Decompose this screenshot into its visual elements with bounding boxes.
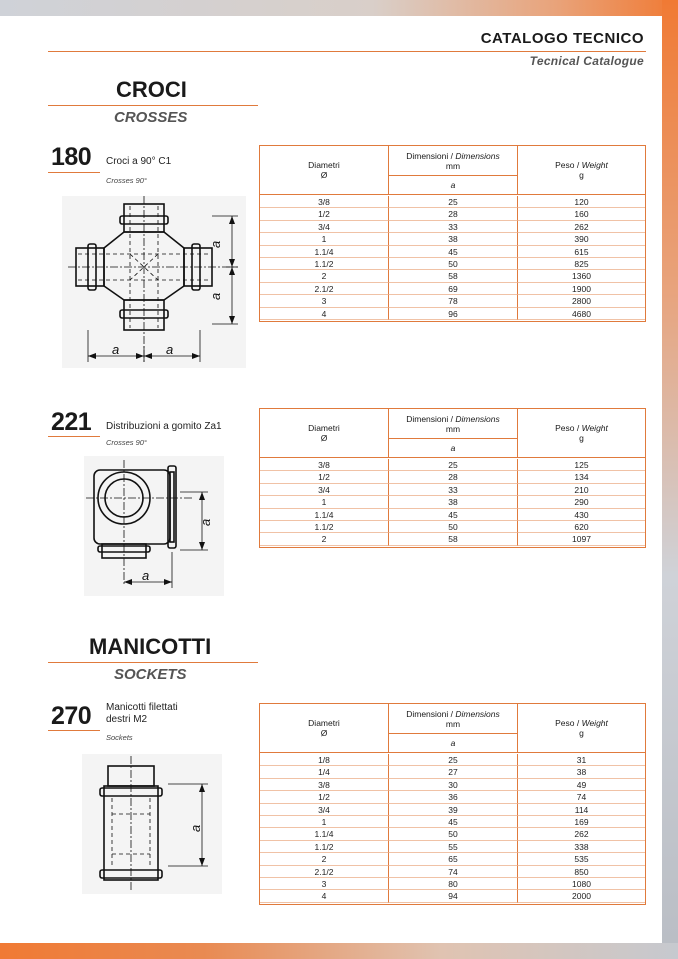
socket-drawing	[82, 754, 222, 894]
table-row	[260, 816, 645, 828]
col-dimensioni-en: Dimensions	[455, 150, 500, 161]
table-row	[260, 866, 645, 878]
cell-dimensione: 27	[389, 766, 518, 778]
col-diametri-label: Diametri	[308, 160, 340, 170]
table-row	[260, 295, 645, 307]
table-row	[260, 233, 645, 245]
cell-diametro: 2	[260, 853, 389, 865]
product-subtitle-221: Crosses 90°	[106, 438, 147, 447]
cell-diametro: 3/8	[260, 196, 389, 208]
col-dimensioni-it: Dimensioni /	[406, 413, 456, 424]
svg-text:a: a	[208, 240, 223, 248]
cell-dimensione: 96	[389, 308, 518, 320]
cell-dimensione: 80	[389, 878, 518, 890]
col-dimensioni-unit: mm	[445, 423, 461, 434]
header-divider	[48, 51, 646, 52]
svg-text:a: a	[188, 824, 203, 832]
cell-peso: 169	[518, 816, 645, 828]
cell-dimensione: 58	[389, 533, 518, 545]
cell-diametro: 1	[260, 496, 389, 508]
col-dimensioni-a: a	[450, 180, 456, 190]
cell-dimensione: 30	[389, 779, 518, 791]
table-row	[260, 779, 645, 791]
col-diametri	[260, 409, 389, 457]
cell-dimensione: 78	[389, 295, 518, 307]
col-dimensioni-unit: mm	[445, 160, 461, 171]
cell-peso: 49	[518, 779, 645, 791]
svg-text:a: a	[142, 568, 150, 583]
table-row	[260, 208, 645, 220]
cell-diametro: 2	[260, 270, 389, 282]
catalog-title: CATALOGO TECNICO	[480, 30, 644, 47]
table-row	[260, 459, 645, 471]
col-dimensioni-it: Dimensioni /	[406, 708, 456, 719]
col-diametri-label: Diametri	[308, 718, 340, 728]
table-row	[260, 533, 645, 545]
cell-dimensione: 50	[389, 258, 518, 270]
cell-diametro: 1	[260, 233, 389, 245]
section-title-croci: CROCI	[116, 77, 187, 102]
col-peso-it: Peso /	[555, 160, 582, 170]
cell-dimensione: 38	[389, 233, 518, 245]
col-peso-en: Weight	[581, 160, 608, 170]
table-row	[260, 471, 645, 483]
col-dimensioni	[389, 146, 518, 194]
cell-peso: 825	[518, 258, 645, 270]
cell-dimensione: 50	[389, 828, 518, 840]
table-row	[260, 308, 645, 320]
table-row	[260, 828, 645, 840]
table-body	[260, 753, 645, 904]
cell-peso: 114	[518, 804, 645, 816]
table-row	[260, 196, 645, 208]
cell-peso: 850	[518, 866, 645, 878]
product-code-underline	[48, 172, 100, 173]
cell-diametro: 1/2	[260, 471, 389, 483]
table-row	[260, 791, 645, 803]
col-dimensioni-unit: mm	[445, 718, 461, 729]
product-name-270-line2: destri M2	[106, 714, 148, 725]
cell-peso: 1097	[518, 533, 645, 545]
section-subtitle-croci: CROSSES	[114, 109, 188, 126]
col-peso-it: Peso /	[555, 423, 582, 433]
product-name-270-line1: Manicotti filettati	[106, 702, 178, 713]
cell-peso: 134	[518, 471, 645, 483]
cell-dimensione: 45	[389, 246, 518, 258]
cell-peso: 430	[518, 509, 645, 521]
svg-text:a: a	[112, 342, 120, 357]
table-row	[260, 246, 645, 258]
cell-dimensione: 25	[389, 754, 518, 766]
cell-dimensione: 28	[389, 471, 518, 483]
cell-diametro: 2.1/2	[260, 283, 389, 295]
table-row	[260, 841, 645, 853]
cell-diametro: 1.1/2	[260, 521, 389, 533]
table-body	[260, 458, 645, 547]
svg-text:a: a	[208, 292, 223, 300]
table-row	[260, 484, 645, 496]
cell-diametro: 1.1/4	[260, 246, 389, 258]
cell-dimensione: 55	[389, 841, 518, 853]
col-peso-en: Weight	[581, 423, 608, 433]
cell-diametro: 3/8	[260, 779, 389, 791]
elbow-distribution-drawing	[84, 456, 224, 596]
table-row	[260, 890, 645, 902]
product-code-underline	[48, 436, 100, 437]
cell-peso: 262	[518, 221, 645, 233]
bottom-gradient-band	[0, 943, 678, 959]
cell-peso: 390	[518, 233, 645, 245]
cell-peso: 210	[518, 484, 645, 496]
cell-peso: 2000	[518, 890, 645, 902]
cell-dimensione: 94	[389, 890, 518, 902]
cell-dimensione: 69	[389, 283, 518, 295]
cross-fitting-drawing	[62, 196, 246, 368]
table-row	[260, 521, 645, 533]
table-row	[260, 221, 645, 233]
product-code-180: 180	[51, 143, 92, 171]
cell-dimensione: 39	[389, 804, 518, 816]
col-dimensioni-en: Dimensions	[455, 413, 500, 424]
col-peso-unit: g	[579, 433, 584, 443]
product-name-221: Distribuzioni a gomito Za1	[106, 421, 222, 432]
cell-peso: 125	[518, 459, 645, 471]
cell-dimensione: 28	[389, 208, 518, 220]
svg-text:a: a	[198, 518, 213, 526]
cell-diametro: 3/8	[260, 459, 389, 471]
col-diametri	[260, 704, 389, 752]
table-product-221	[259, 408, 646, 548]
cell-peso: 620	[518, 521, 645, 533]
table-row	[260, 258, 645, 270]
table-product-270	[259, 703, 646, 905]
cell-diametro: 1.1/4	[260, 509, 389, 521]
col-diametri-label: Diametri	[308, 423, 340, 433]
col-dimensioni-en: Dimensions	[455, 708, 500, 719]
table-body	[260, 195, 645, 321]
table-row	[260, 754, 645, 766]
svg-text:a: a	[166, 342, 174, 357]
cell-peso: 1080	[518, 878, 645, 890]
cell-peso: 2800	[518, 295, 645, 307]
cell-diametro: 3	[260, 878, 389, 890]
cell-peso: 160	[518, 208, 645, 220]
cell-diametro: 1	[260, 816, 389, 828]
cell-dimensione: 33	[389, 221, 518, 233]
cell-dimensione: 36	[389, 791, 518, 803]
cell-diametro: 1/8	[260, 754, 389, 766]
section-subtitle-manicotti: SOCKETS	[114, 666, 187, 683]
top-gradient-band	[0, 0, 678, 16]
table-header	[260, 409, 645, 458]
cell-diametro: 1.1/2	[260, 258, 389, 270]
cell-dimensione: 50	[389, 521, 518, 533]
product-subtitle-270: Sockets	[106, 733, 133, 742]
cell-peso: 38	[518, 766, 645, 778]
col-peso-en: Weight	[581, 718, 608, 728]
cell-diametro: 1.1/4	[260, 828, 389, 840]
product-subtitle-180: Crosses 90°	[106, 176, 147, 185]
col-peso-it: Peso /	[555, 718, 582, 728]
product-name-270	[106, 702, 178, 726]
col-dimensioni	[389, 704, 518, 752]
catalog-subtitle: Tecnical Catalogue	[529, 54, 644, 68]
cell-dimensione: 45	[389, 509, 518, 521]
cell-diametro: 1.1/2	[260, 841, 389, 853]
cell-diametro: 3/4	[260, 484, 389, 496]
cell-peso: 1900	[518, 283, 645, 295]
cell-peso: 262	[518, 828, 645, 840]
table-row	[260, 766, 645, 778]
table-row	[260, 509, 645, 521]
cell-diametro: 1/4	[260, 766, 389, 778]
col-diametri-symbol: Ø	[320, 728, 328, 738]
product-code-270: 270	[51, 702, 92, 730]
cell-diametro: 4	[260, 308, 389, 320]
col-peso	[518, 704, 645, 752]
table-header	[260, 146, 645, 195]
table-row	[260, 496, 645, 508]
cell-diametro: 3/4	[260, 804, 389, 816]
section-divider-manicotti	[48, 662, 258, 663]
cell-peso: 120	[518, 196, 645, 208]
col-peso-unit: g	[579, 728, 584, 738]
product-name-180: Croci a 90° C1	[106, 156, 172, 167]
cell-dimensione: 74	[389, 866, 518, 878]
cell-diametro: 4	[260, 890, 389, 902]
cell-peso: 4680	[518, 308, 645, 320]
table-row	[260, 804, 645, 816]
col-diametri-symbol: Ø	[320, 170, 328, 180]
right-gradient-band	[662, 0, 678, 959]
section-divider-croci	[48, 105, 258, 106]
col-dimensioni	[389, 409, 518, 457]
cell-peso: 535	[518, 853, 645, 865]
cell-peso: 290	[518, 496, 645, 508]
product-code-underline	[48, 730, 100, 731]
cell-peso: 615	[518, 246, 645, 258]
cell-peso: 74	[518, 791, 645, 803]
col-diametri-symbol: Ø	[320, 433, 328, 443]
col-dimensioni-a: a	[450, 738, 456, 748]
cell-diametro: 2.1/2	[260, 866, 389, 878]
cell-dimensione: 33	[389, 484, 518, 496]
cell-diametro: 2	[260, 533, 389, 545]
table-row	[260, 878, 645, 890]
product-code-221: 221	[51, 408, 92, 436]
col-dimensioni-a: a	[450, 443, 456, 453]
table-row	[260, 283, 645, 295]
cell-diametro: 1/2	[260, 791, 389, 803]
cell-peso: 1360	[518, 270, 645, 282]
cell-dimensione: 25	[389, 196, 518, 208]
cell-dimensione: 45	[389, 816, 518, 828]
cell-diametro: 3	[260, 295, 389, 307]
col-peso-unit: g	[579, 170, 584, 180]
table-product-180	[259, 145, 646, 322]
table-row	[260, 270, 645, 282]
cell-diametro: 3/4	[260, 221, 389, 233]
section-title-manicotti: MANICOTTI	[89, 634, 212, 659]
cell-peso: 31	[518, 754, 645, 766]
col-peso	[518, 409, 645, 457]
cell-peso: 338	[518, 841, 645, 853]
table-header	[260, 704, 645, 753]
col-peso	[518, 146, 645, 194]
cell-dimensione: 58	[389, 270, 518, 282]
table-row	[260, 853, 645, 865]
cell-diametro: 1/2	[260, 208, 389, 220]
col-diametri	[260, 146, 389, 194]
cell-dimensione: 38	[389, 496, 518, 508]
col-dimensioni-it: Dimensioni /	[406, 150, 456, 161]
cell-dimensione: 65	[389, 853, 518, 865]
cell-dimensione: 25	[389, 459, 518, 471]
